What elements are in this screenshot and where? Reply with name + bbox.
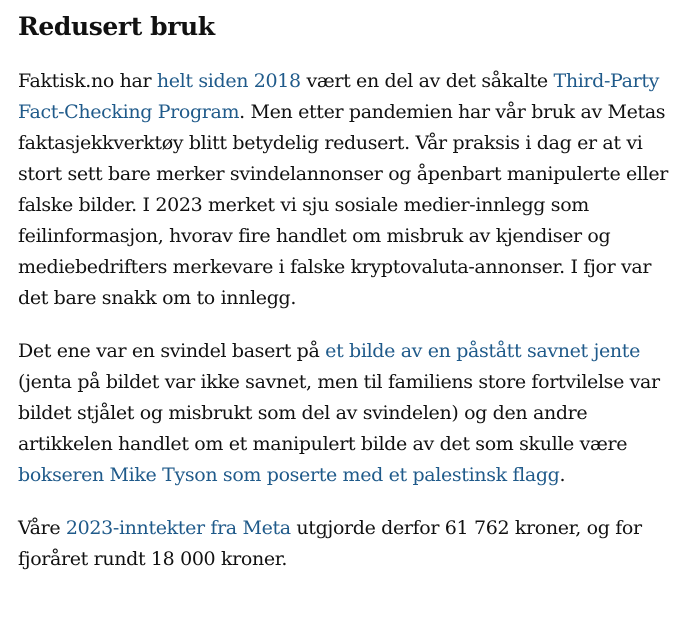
article-section xyxy=(18,0,686,575)
link-savnet-jente[interactable]: et bilde av en påstått savnet jente xyxy=(325,340,640,362)
paragraph-2-text-2: (jenta på bildet var ikke savnet, men til familiens store fortvilelse var bildet stjålet og misbrukt som del av svindelen) og den andre artikkelen handlet om et manipulert bilde av det som skulle være xyxy=(18,371,660,455)
link-mike-tyson-flagg[interactable]: bokseren Mike Tyson som poserte med et palestinsk flagg xyxy=(18,464,560,486)
link-third-party-fact-checking-program[interactable]: Third-Party Fact-Checking Program xyxy=(18,70,660,123)
link-helt-siden-2018[interactable]: helt siden 2018 xyxy=(156,70,301,92)
paragraph-1-text-3: . Men etter pandemien har vår bruk av Metas faktasjekkverktøy blitt betydelig redusert. Vår praksis i dag er at vi stort sett bare merker svindelannonser og åpenbart manipulerte eller falske bilder. I 2023 merket vi sju sosiale medier-innlegg som feilinformasjon, hvorav fire handlet om misbruk av kjendiser og mediebedrifters merkevare i falske kryptovaluta-annonser. I fjor var det bare snakk om to innlegg. xyxy=(18,101,669,309)
paragraph-3-text-2: utgjorde derfor 61 762 kroner, og for fjoråret rundt 18 000 kroner. xyxy=(18,517,642,570)
paragraph-2-text-1: Det ene var en svindel basert på xyxy=(18,340,326,362)
paragraph-1 xyxy=(18,66,686,314)
paragraph-1-text-2: vært en del av det såkalte xyxy=(300,70,554,92)
paragraph-2-text-3: . xyxy=(559,464,566,486)
link-2023-inntekter-fra-meta[interactable]: 2023-inntekter fra Meta xyxy=(65,517,291,539)
paragraph-1-text-1: Faktisk.no har xyxy=(18,70,157,92)
section-heading: Redusert bruk xyxy=(18,12,215,41)
paragraph-2 xyxy=(18,336,686,491)
paragraph-3-text-1: Våre xyxy=(18,517,66,539)
paragraph-3 xyxy=(18,513,686,575)
